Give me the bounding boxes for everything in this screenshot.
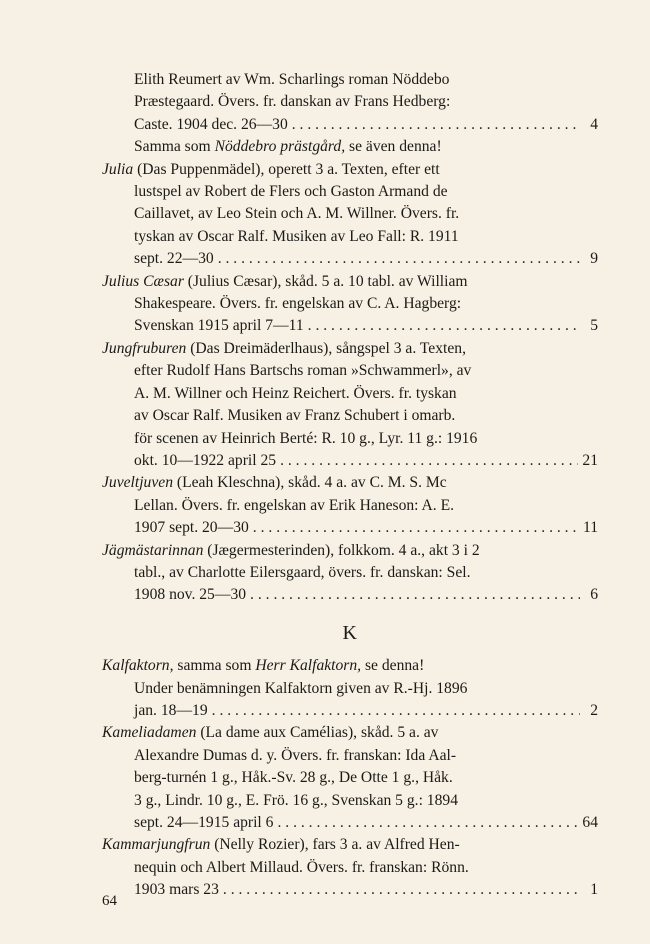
entry-dates: 1907 sept. 20—30 <box>134 519 249 537</box>
entry-dates: jan. 18—19 <box>134 701 208 719</box>
entry-line: Kameliadamen (La dame aux Camélias), skåd. 5 a. av <box>102 724 439 742</box>
entry-dates: Caste. 1904 dec. 26—30 <box>134 115 288 133</box>
performance-count: 4 <box>590 115 598 133</box>
performance-count: 64 <box>582 814 598 831</box>
page-number: 64 <box>102 893 117 909</box>
leader-dots <box>280 450 578 472</box>
index-entry <box>102 722 598 834</box>
title-italic: Julia <box>102 160 134 178</box>
title-italic: Jägmästarinnan <box>102 541 204 559</box>
entry-dates: sept. 22—30 <box>134 250 214 268</box>
title-italic: Jungfruburen <box>102 339 187 357</box>
performance-count: 5 <box>590 317 598 335</box>
entry-dates: okt. 10—1922 april 25 <box>134 451 277 469</box>
entry-date-line <box>134 248 598 270</box>
entry-dates: 1908 nov. 25—30 <box>134 586 247 604</box>
title-italic: Julius Cæsar <box>102 272 184 290</box>
entries-j <box>102 69 598 607</box>
leader-dots <box>292 114 580 136</box>
index-entry <box>102 271 598 338</box>
entry-line: nequin och Albert Millaud. Övers. fr. franskan: Rönn. <box>134 858 469 876</box>
entry-line: Juveltjuven (Leah Kleschna), skåd. 4 a. av C. M. S. Mc <box>102 474 447 492</box>
title-italic: Kameliadamen <box>102 724 197 742</box>
performance-count: 11 <box>582 519 598 537</box>
entry-line: lustspel av Robert de Flers och Gaston Armand de <box>134 183 448 201</box>
entries-k <box>102 655 598 901</box>
performance-count: 1 <box>590 881 598 899</box>
performance-count: 6 <box>590 586 598 604</box>
title-italic: Herr Kalfaktorn, <box>255 657 362 675</box>
entry-line: Julius Cæsar (Julius Cæsar), skåd. 5 a. 10 tabl. av William <box>102 272 468 290</box>
entry-line: efter Rudolf Hans Bartschs roman »Schwammerl», av <box>134 362 472 380</box>
entry-line: Julia (Das Puppenmädel), operett 3 a. Texten, efter ett <box>102 160 440 178</box>
leader-dots <box>308 315 580 337</box>
entry-date-line <box>134 812 598 834</box>
entry-line: Jägmästarinnan (Jægermesterinden), folkkom. 4 a., akt 3 i 2 <box>102 541 480 559</box>
index-entry <box>102 834 598 901</box>
entry-date-line <box>134 315 598 337</box>
entry-line: Præstegaard. Övers. fr. danskan av Frans Hedberg: <box>134 93 451 111</box>
title-italic: Kammarjungfrun <box>102 836 211 854</box>
index-entry <box>102 338 598 472</box>
entry-line: Samma som Nöddebro prästgård, se även denna! <box>134 138 442 156</box>
performance-count: 9 <box>590 250 598 268</box>
entry-dates: Svenskan 1915 april 7—11 <box>134 317 304 335</box>
entry-dates: 1903 mars 23 <box>134 881 219 899</box>
entry-line: Alexandre Dumas d. y. Övers. fr. franskan: Ida Aal- <box>134 746 457 764</box>
index-entry <box>102 655 598 722</box>
index-entry <box>102 159 598 271</box>
section-heading: K <box>342 621 358 644</box>
index-entry <box>102 136 598 158</box>
entry-date-line <box>134 517 598 539</box>
entry-line: Caillavet, av Leo Stein och A. M. Willner. Övers. fr. <box>134 205 460 223</box>
title-italic: Kalfaktorn, <box>102 657 174 675</box>
index-entry <box>102 69 598 136</box>
entry-line: Shakespeare. Övers. fr. engelskan av C. A. Hagberg: <box>134 295 462 313</box>
leader-dots <box>218 248 580 270</box>
entry-dates: sept. 24—1915 april 6 <box>134 814 274 831</box>
entry-date-line <box>134 879 598 901</box>
entry-date-line <box>134 114 598 136</box>
index-column <box>102 69 598 902</box>
leader-dots <box>223 879 580 901</box>
title-italic: Juveltjuven <box>102 474 173 492</box>
entry-line: tabl., av Charlotte Eilersgaard, övers. fr. danskan: Sel. <box>134 563 471 581</box>
entry-line: A. M. Willner och Heinz Reichert. Övers. fr. tyskan <box>134 384 457 402</box>
entry-line: Lellan. Övers. fr. engelskan av Erik Haneson: A. E. <box>134 496 455 514</box>
entry-line: för scenen av Heinrich Berté: R. 10 g., Lyr. 11 g.: 1916 <box>134 429 478 447</box>
entry-line: berg-turnén 1 g., Håk.-Sv. 28 g., De Otte 1 g., Håk. <box>134 769 453 787</box>
performance-count: 21 <box>582 451 598 469</box>
entry-line: Kalfaktorn, samma som Herr Kalfaktorn, se denna! <box>102 657 425 675</box>
entry-line: av Oscar Ralf. Musiken av Franz Schubert i omarb. <box>134 407 456 425</box>
performance-count: 2 <box>590 701 598 719</box>
leader-dots <box>250 584 580 606</box>
index-entry <box>102 472 598 539</box>
entry-line: Jungfruburen (Das Dreimäderlhaus), sångspel 3 a. Texten, <box>102 339 466 357</box>
entry-line: Elith Reumert av Wm. Scharlings roman Nöddebo <box>134 71 450 88</box>
entry-line: Kammarjungfrun (Nelly Rozier), fars 3 a. av Alfred Hen- <box>102 836 460 854</box>
leader-dots <box>277 812 578 834</box>
entry-date-line <box>134 584 598 606</box>
entry-line: 3 g., Lindr. 10 g., E. Frö. 16 g., Svenskan 5 g.: 1894 <box>134 791 458 809</box>
leader-dots <box>212 700 580 722</box>
entry-line: Under benämningen Kalfaktorn given av R.-Hj. 1896 <box>134 679 468 697</box>
title-italic: Nöddebro prästgård, <box>214 138 346 156</box>
index-entry <box>102 540 598 607</box>
entry-date-line <box>134 700 598 722</box>
entry-line: tyskan av Oscar Ralf. Musiken av Leo Fall: R. 1911 <box>134 227 459 245</box>
entry-date-line <box>134 450 598 472</box>
leader-dots <box>253 517 579 539</box>
